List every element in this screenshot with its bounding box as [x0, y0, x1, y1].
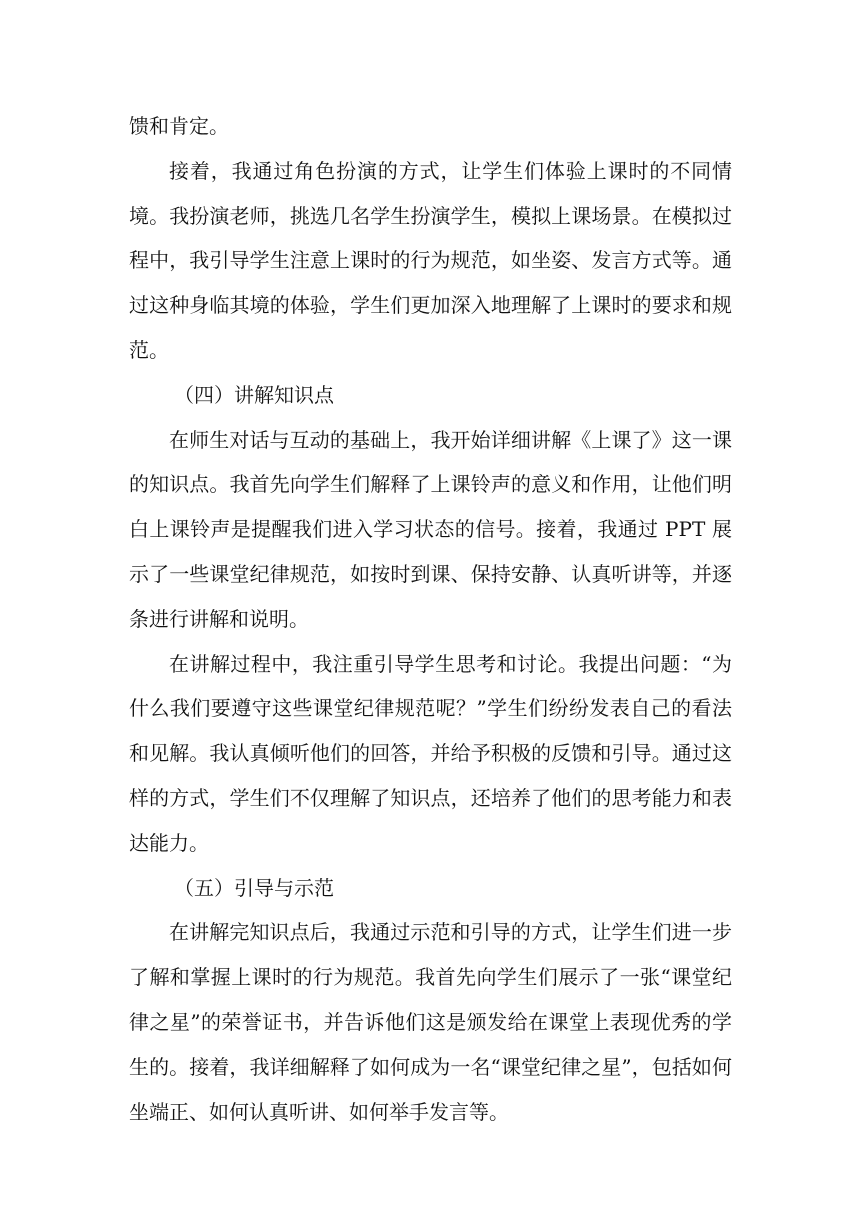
section-heading-5: （五）引导与示范 — [174, 875, 334, 900]
paragraph-role-play: 接着，我通过角色扮演的方式，让学生们体验上课时的不同情境。我扮演老师，挑选几名学生扮演学生，模拟上课场景。在模拟过程中，我引导学生注意上课时的行为规范，如坐姿、发言方式等。通过这种身临其境的体验，学生们更加深入地理解了上课时的要求和规范。 — [129, 158, 732, 362]
paragraph-knowledge-points: 在师生对话与互动的基础上，我开始详细讲解《上课了》这一课的知识点。我首先向学生们解释了上课铃声的意义和作用，让他们明白上课铃声是提醒我们进入学习状态的信号。接着，我通过 PPT 展示了一些课堂纪律规范，如按时到课、保持安静、认真听讲等，并逐条进行讲解和说明。 — [129, 427, 732, 631]
paragraph-continuation: 馈和肯定。 — [129, 114, 229, 138]
section-heading-4: （四）讲解知识点 — [174, 382, 334, 407]
paragraph-discussion: 在讲解过程中，我注重引导学生思考和讨论。我提出问题：“为什么我们要遵守这些课堂纪律规范呢？”学生们纷纷发表自己的看法和见解。我认真倾听他们的回答，并给予积极的反馈和引导。通过这样的方式，学生们不仅理解了知识点，还培养了他们的思考能力和表达能力。 — [129, 651, 732, 855]
document-body — [129, 104, 732, 1134]
paragraph-demonstration: 在讲解完知识点后，我通过示范和引导的方式，让学生们进一步了解和掌握上课时的行为规范。我首先向学生们展示了一张“课堂纪律之星”的荣誉证书，并告诉他们这是颁发给在课堂上表现优秀的学生的。接着，我详细解释了如何成为一名“课堂纪律之星”，包括如何坐端正、如何认真听讲、如何举手发言等。 — [129, 920, 732, 1124]
